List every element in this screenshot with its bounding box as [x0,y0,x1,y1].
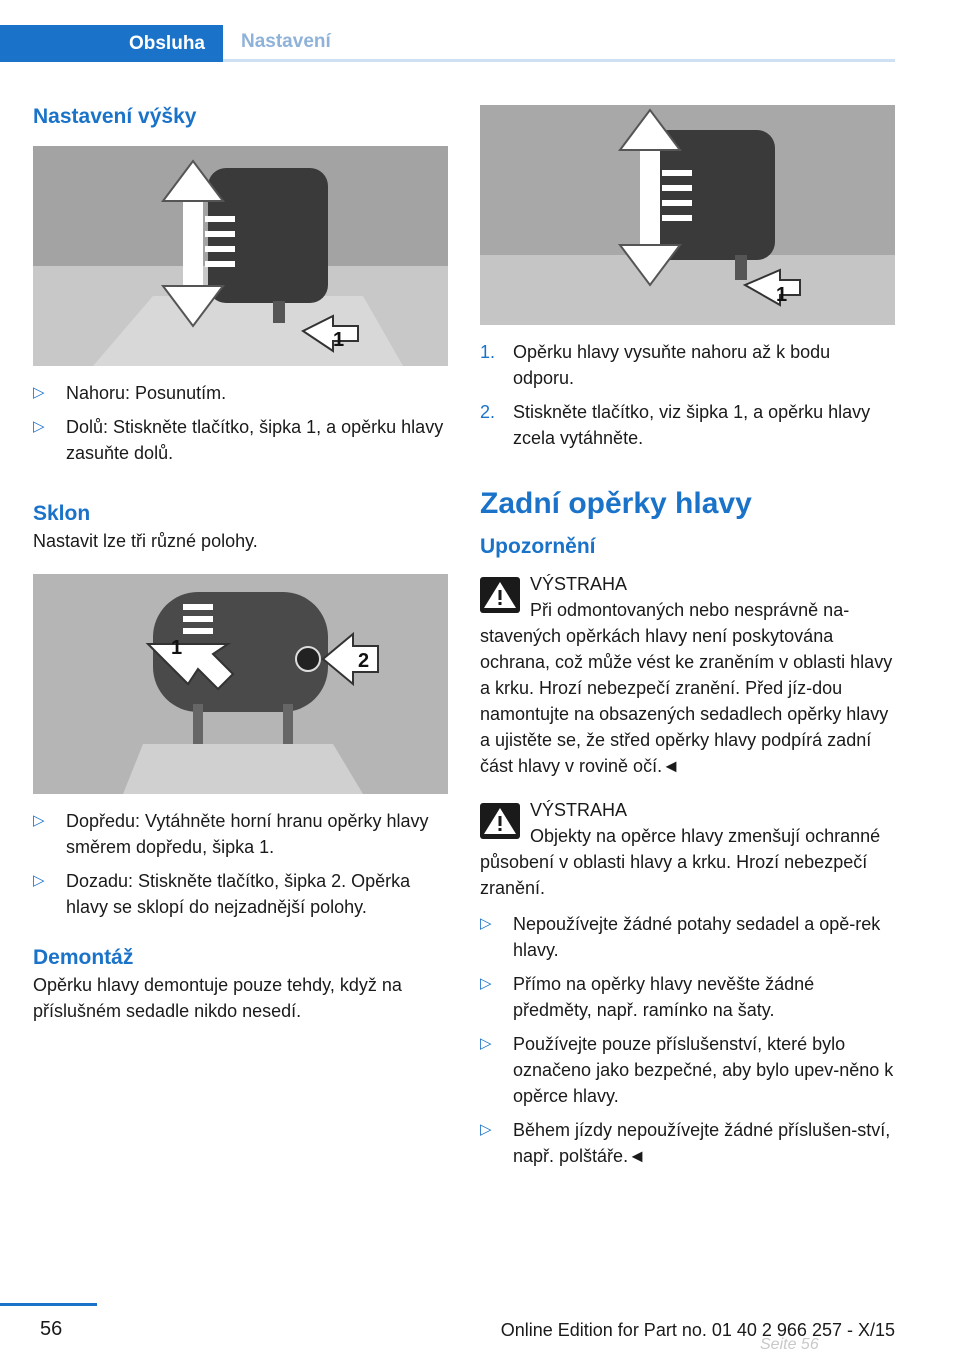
list-item: ▷ Během jízdy nepoužívejte žádné příslušen-ství, např. polštáře.◄ [480,1117,895,1169]
warning-icon [480,577,520,613]
removal-steps [480,339,895,451]
list-item: ▷ Přímo na opěrky hlavy nevěšte žádné předměty, např. ramínko na šaty. [480,971,895,1023]
list-item: ▷ Dopředu: Vytáhněte horní hranu opěrky hlavy směrem dopředu, šipka 1. [33,808,448,860]
fig2-callout-1: 1 [171,637,183,659]
warning-1-title: VÝSTRAHA [530,574,628,594]
list-item: ▷ Používejte pouze příslušenství, které bylo označeno jako bezpečné, aby bylo upev-něno k opěrce hlavy. [480,1031,895,1109]
triangle-right-icon: ▷ [480,1121,492,1138]
tab-obsluha[interactable]: Obsluha [0,25,223,62]
page-number: 56 [40,1318,63,1340]
triangle-right-icon: ▷ [480,915,492,932]
tilt-list [33,808,448,920]
section-title: Zadní opěrky hlavy [480,487,752,520]
fig1-callout: 1 [333,329,345,351]
footer-rule [0,1303,97,1306]
height-title: Nastavení výšky [33,105,197,128]
fig3-callout: 1 [776,284,788,306]
step-number: 2. [480,402,496,422]
headrest-removal-figure [480,105,895,325]
footer-edition: Online Edition for Part no. 01 40 2 966 257 - X/15 [500,1320,895,1340]
warning-block-1 [480,571,895,779]
list-item: ▷ Nepoužívejte žádné potahy sedadel a opě-rek hlavy. [480,911,895,963]
triangle-right-icon: ▷ [33,384,45,401]
tilt-text: Nastavit lze tři různé polohy. [33,531,258,551]
fig2-callout-2: 2 [358,650,370,672]
removal-text: Opěrku hlavy demontuje pouze tehdy, když na příslušném sedadle nikdo nesedí. [33,975,402,1021]
warning-2-title: VÝSTRAHA [530,800,628,820]
warning-1-text: Při odmontovaných nebo nesprávně na-stavených opěrkách hlavy není poskytována ochrana, což může vést ke zraněním v oblasti hlavy a krku. Hrozí nebezpečí zranění. Před jíz-dou namontujte na obsazených sedadlech opěrky hlavy a ujistěte se, že střed opěrky hlavy podpírá zadní část hlavy v rovině očí.◄ [480,600,893,776]
tilt-title: Sklon [33,502,91,525]
header-tabs [0,25,895,62]
warning-2-text: Objekty na opěrce hlavy zmenšují ochranné působení v oblasti hlavy a krku. Hrozí nebezpečí zranění. [480,826,881,898]
warning-block-2 [480,797,895,901]
triangle-right-icon: ▷ [33,418,45,435]
height-list [33,380,448,466]
list-item: 1. Opěrku hlavy vysuňte nahoru až k bodu odporu. [480,339,895,391]
triangle-right-icon: ▷ [480,1035,492,1052]
list-item: ▷ Dozadu: Stiskněte tlačítko, šipka 2. Opěrka hlavy se sklopí do nejzadnější polohy. [33,868,448,920]
warning-list [480,911,895,1169]
list-item: ▷ Dolů: Stiskněte tlačítko, šipka 1, a opěrku hlavy zasuňte dolů. [33,414,448,466]
triangle-right-icon: ▷ [33,812,45,829]
notice-title: Upozornění [480,535,596,558]
warning-icon [480,803,520,839]
right-column [480,105,895,1177]
list-item: ▷ Nahoru: Posunutím. [33,380,448,406]
removal-title: Demontáž [33,946,134,969]
watermark: Seite 56 [760,1336,819,1353]
step-number: 1. [480,342,496,362]
list-item: 2. Stiskněte tlačítko, viz šipka 1, a opěrku hlavy zcela vytáhněte. [480,399,895,451]
headrest-height-figure [33,146,448,366]
left-column [33,100,448,1024]
triangle-right-icon: ▷ [33,872,45,889]
tab-nastaveni[interactable]: Nastavení [223,25,895,62]
headrest-tilt-figure [33,574,448,794]
triangle-right-icon: ▷ [480,975,492,992]
